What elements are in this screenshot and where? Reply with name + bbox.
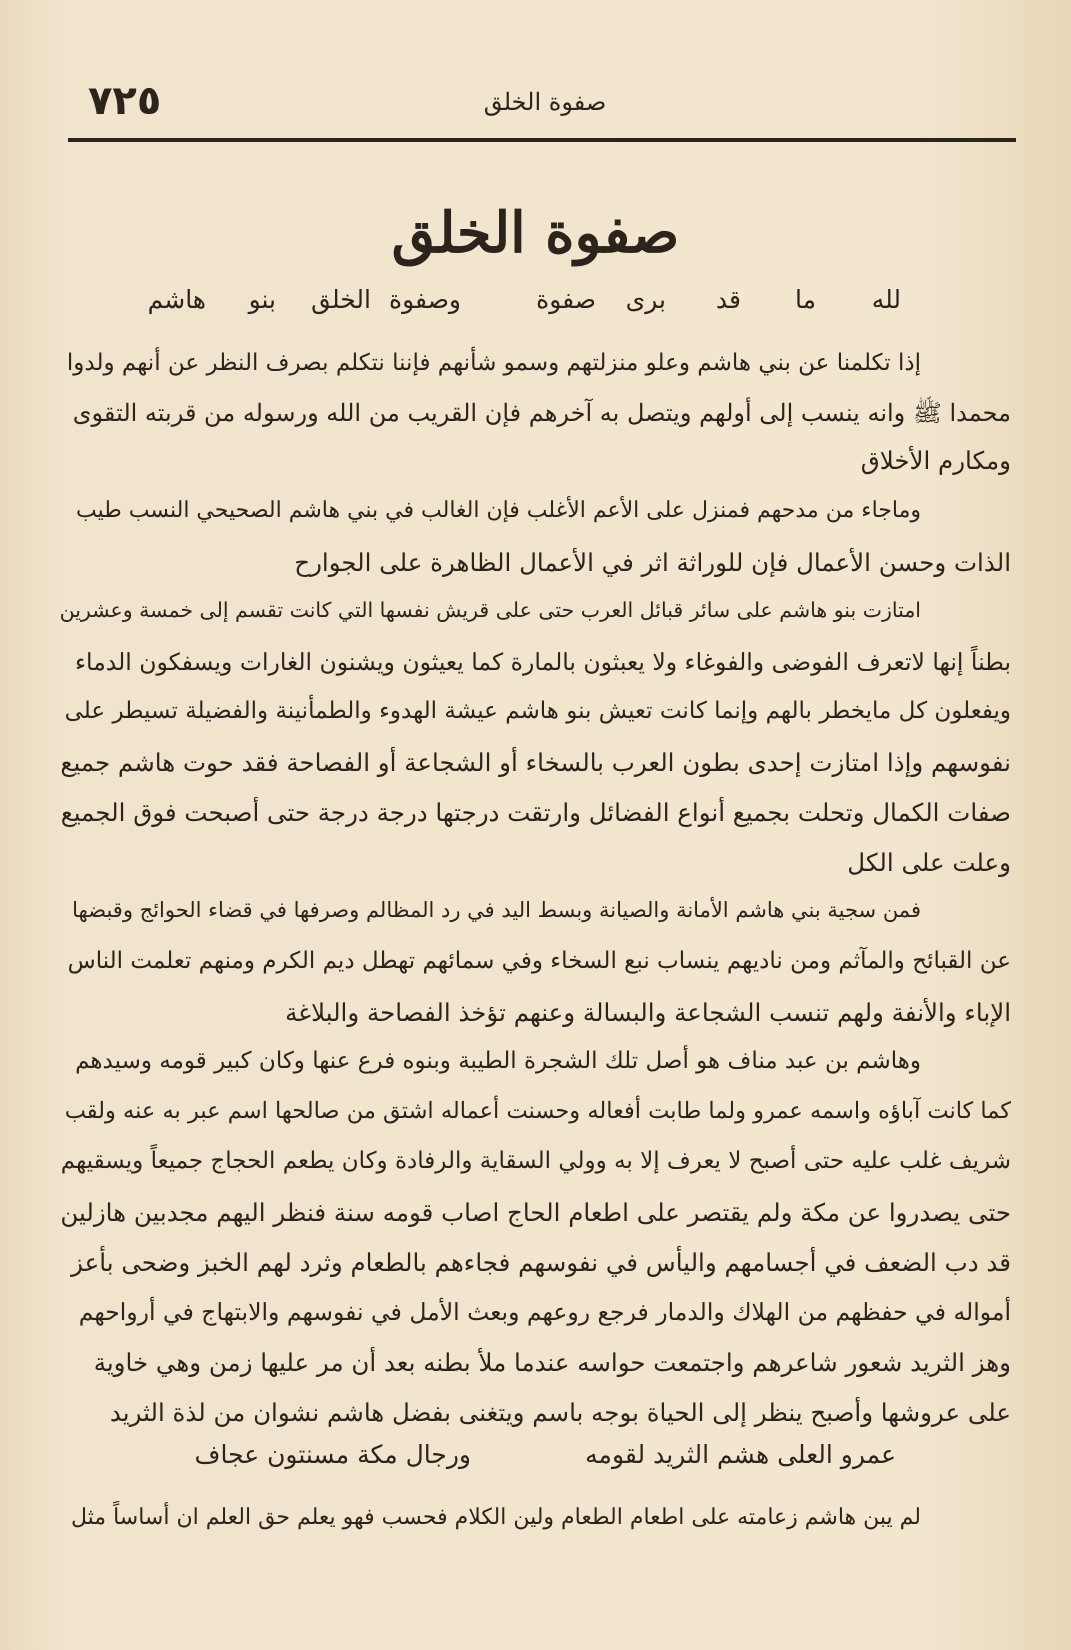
verse-word: صفوة: [536, 285, 596, 314]
text-line: صفات الكمال وتحلت بجميع أنواع الفضائل وارتقت درجتها درجة درجة حتى أصبحت فوق الجميع: [60, 798, 1011, 827]
verse-word: بنو: [248, 285, 276, 314]
opening-verse: [0, 285, 1071, 325]
text-line: أمواله في حفظهم من الهلاك والدمار فرجع روعهم وبعث الأمل في نفوسهم والابتهاج في أرواحهم: [78, 1298, 1011, 1326]
text-line: قد دب الضعف في أجسامهم واليأس في نفوسهم فجاءهم بالطعام وثرد لهم الخبز وضحى بأعز: [71, 1248, 1011, 1277]
text-line: كما كانت آباؤه واسمه عمرو ولما طابت أفعاله وحسنت أعماله اشتق من صالحها اسم عبر به عنه ولقب: [64, 1098, 1011, 1124]
text-line: ويفعلون كل مايخطر بالهم وإنما كانت تعيش بنو هاشم عيشة الهدوء والطمأنينة والفضيلة تسيطر على: [64, 698, 1011, 724]
text-line: وماجاء من مدحهم فمنزل على الأعم الأغلب فإن الغالب في بني هاشم الصحيحي النسب طيب: [76, 498, 921, 523]
text-line: محمدا ﷺ وانه ينسب إلى أولهم ويتصل به آخرهم فإن القريب من الله ورسوله من قربته التقوى: [72, 399, 1011, 427]
running-title: صفوة الخلق: [483, 88, 607, 116]
verse-word: هاشم: [147, 285, 206, 314]
text-line: وهز الثريد شعور شاعرهم واجتمعت حواسه عندما ملأ بطنه بعد أن مر عليها زمن وهي خاوية: [93, 1348, 1011, 1377]
text-line: بطناً إنها لاتعرف الفوضى والفوغاء ولا يعبثون بالمارة كما يعيثون ويشنون الغارات ويسفكون الدماء: [74, 648, 1011, 676]
text-line: حتى يصدروا عن مكة ولم يقتصر على اطعام الحاج اصاب قومه سنة فنظر اليهم مجدبين هازلين: [60, 1198, 1011, 1227]
text-line: وهاشم بن عبد مناف هو أصل تلك الشجرة الطيبة وبنوه فرع عنها وكان كبير قومه وسيدهم: [75, 1048, 921, 1074]
text-line: إذا تكلمنا عن بني هاشم وعلو منزلتهم وسمو شأنهم فإننا نتكلم بصرف النظر عن أنهم ولدوا: [66, 350, 921, 376]
text-line: ومكارم الأخلاق: [860, 446, 1011, 475]
verse-hemistich-right: عمرو العلى هشم الثريد لقومه: [585, 1440, 896, 1469]
verse-word: لله: [871, 285, 901, 314]
text-line: نفوسهم وإذا امتازت إحدى بطون العرب بالسخاء أو الشجاعة أو الفصاحة فقد حوت هاشم جميع: [60, 748, 1011, 777]
verse-word: وصفوة: [389, 285, 461, 314]
verse-word: قد: [715, 285, 741, 314]
text-line: الإباء والأنفة ولهم تنسب الشجاعة والبسالة وعنهم تؤخذ الفصاحة والبلاغة: [285, 998, 1011, 1027]
text-line: الذات وحسن الأعمال فإن للوراثة اثر في الأعمال الظاهرة على الجوارح: [294, 548, 1011, 577]
text-line: عن القبائح والمآثم ومن ناديهم ينساب نبع السخاء وفي سمائهم تهطل ديم الكرم ومنهم تعلمت الناس: [67, 948, 1011, 974]
chapter-title: صفوة الخلق: [391, 200, 680, 266]
text-line: فمن سجية بني هاشم الأمانة والصيانة وبسط اليد في رد المظالم وصرفها في قضاء الحوائج وقبضها: [72, 898, 921, 922]
text-line: شريف غلب عليه حتى أصبح لا يعرف إلا به وولي السقاية والرفادة وكان يطعم الحجاج جميعاً ويسقيهم: [60, 1148, 1011, 1174]
text-line: وعلت على الكل: [847, 848, 1011, 877]
header-rule: [68, 138, 1016, 142]
page-header: [70, 78, 1020, 128]
verse-hemistich-left: ورجال مكة مسنتون عجاف: [194, 1440, 471, 1469]
text-line: لم يبن هاشم زعامته على اطعام الطعام ولين الكلام فحسب فهو يعلم حق العلم ان أساساً مثل: [71, 1505, 921, 1530]
verse-word: الخلق: [311, 285, 371, 314]
verse-word: برى: [625, 285, 666, 314]
closing-verse: [0, 1440, 1071, 1480]
page-number: ٧٢٥: [88, 78, 162, 124]
verse-word: ما: [794, 285, 816, 314]
text-line: امتازت بنو هاشم على سائر قبائل العرب حتى على قريش نفسها التي كانت تقسم إلى خمسة وعشرين: [59, 598, 921, 622]
text-line: على عروشها وأصبح ينظر إلى الحياة بوجه باسم ويتغنى بفضل هاشم نشوان من لذة الثريد: [109, 1398, 1011, 1427]
